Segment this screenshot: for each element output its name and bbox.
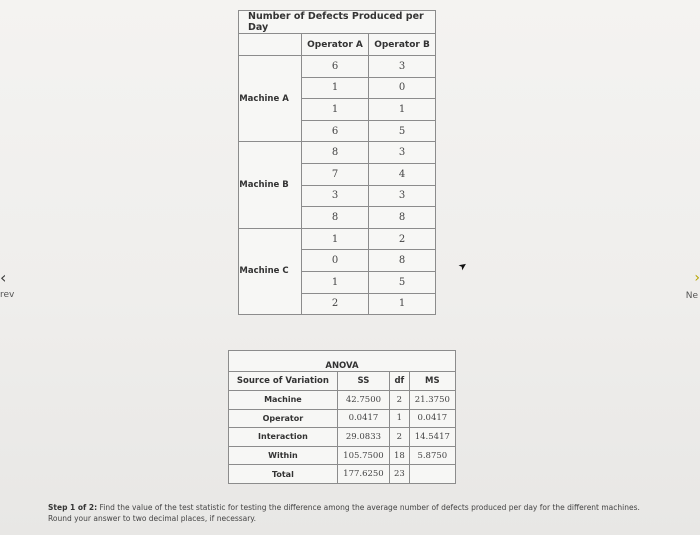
anova-ms: 21.3750 <box>409 391 455 410</box>
anova-ss: 0.0417 <box>337 409 389 428</box>
previous-link[interactable]: rev <box>0 290 15 300</box>
anova-ms: 0.0417 <box>409 409 455 428</box>
table-row <box>239 142 436 164</box>
table-row <box>229 465 456 484</box>
anova-ss: 177.6250 <box>337 465 389 484</box>
machine-label: Machine C <box>239 228 302 314</box>
anova-df: 23 <box>390 465 410 484</box>
cell: 5 <box>369 271 436 293</box>
mouse-cursor-icon: ➤ <box>456 259 470 274</box>
cell: 8 <box>302 142 369 164</box>
cell: 6 <box>302 120 369 142</box>
cell: 3 <box>369 185 436 207</box>
anova-ms <box>409 465 455 484</box>
step-text: Find the value of the test statistic for testing the difference among the average number of defects produced per day for the different machines. Round your answer to two decimal places, if necessary. <box>48 503 640 523</box>
header-operator-a: Operator A <box>302 34 369 56</box>
cell: 1 <box>302 77 369 99</box>
cell: 0 <box>369 77 436 99</box>
cell: 2 <box>369 228 436 250</box>
anova-source: Within <box>229 446 338 465</box>
cell: 0 <box>302 250 369 272</box>
anova-df: 1 <box>390 409 410 428</box>
table-row <box>239 228 436 250</box>
header-operator-b: Operator B <box>369 34 436 56</box>
cell: 3 <box>369 56 436 78</box>
cell: 1 <box>302 271 369 293</box>
anova-df: 18 <box>390 446 410 465</box>
cell: 1 <box>302 228 369 250</box>
cell: 6 <box>302 56 369 78</box>
cell: 1 <box>369 293 436 315</box>
anova-title: ANOVA <box>229 351 456 372</box>
anova-source: Machine <box>229 391 338 410</box>
step-instructions <box>48 503 648 524</box>
anova-ss: 42.7500 <box>337 391 389 410</box>
anova-source: Interaction <box>229 428 338 447</box>
anova-header-ms: MS <box>409 372 455 391</box>
cell: 1 <box>369 99 436 121</box>
machine-label: Machine A <box>239 56 302 142</box>
table-row <box>229 446 456 465</box>
anova-df: 2 <box>390 391 410 410</box>
header-blank-cell <box>239 34 302 56</box>
anova-source: Operator <box>229 409 338 428</box>
next-chevron-icon[interactable]: › <box>694 270 700 286</box>
anova-ss: 105.7500 <box>337 446 389 465</box>
anova-source: Total <box>229 465 338 484</box>
table-row <box>229 428 456 447</box>
table-row <box>239 56 436 78</box>
anova-header-source: Source of Variation <box>229 372 338 391</box>
anova-header-ss: SS <box>337 372 389 391</box>
defects-table-title: Number of Defects Produced per Day <box>239 11 436 34</box>
cell: 5 <box>369 120 436 142</box>
next-link[interactable]: Ne <box>685 291 698 301</box>
anova-ss: 29.0833 <box>337 428 389 447</box>
previous-chevron-icon[interactable]: ‹ <box>0 268 7 287</box>
cell: 2 <box>302 293 369 315</box>
cell: 1 <box>302 99 369 121</box>
cell: 3 <box>369 142 436 164</box>
step-label: Step 1 of 2: <box>48 503 98 512</box>
anova-ms: 14.5417 <box>409 428 455 447</box>
cell: 3 <box>302 185 369 207</box>
cell: 7 <box>302 163 369 185</box>
defects-table <box>238 10 436 315</box>
table-row <box>229 391 456 410</box>
cell: 8 <box>369 207 436 229</box>
anova-header-df: df <box>390 372 410 391</box>
table-row <box>229 409 456 428</box>
anova-df: 2 <box>390 428 410 447</box>
anova-ms: 5.8750 <box>409 446 455 465</box>
cell: 8 <box>369 250 436 272</box>
machine-label: Machine B <box>239 142 302 228</box>
anova-table <box>228 350 456 484</box>
cell: 8 <box>302 207 369 229</box>
cell: 4 <box>369 163 436 185</box>
